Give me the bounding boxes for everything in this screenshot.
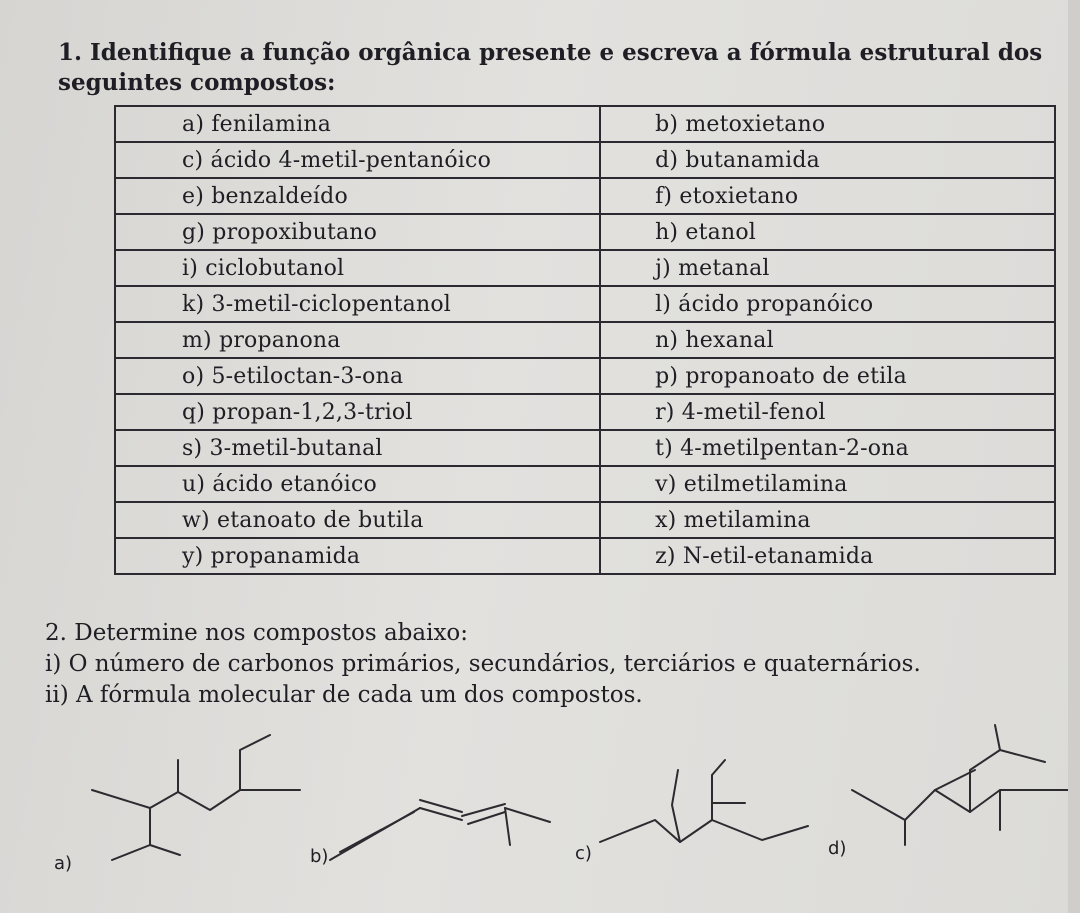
compound-name: ácido propanóico	[678, 291, 874, 317]
compound-name: etilmetilamina	[683, 471, 848, 497]
compound-name: ácido etanóico	[212, 471, 377, 497]
compound-letter: c)	[182, 147, 204, 173]
compound-letter: r)	[655, 399, 675, 425]
compound-letter: m)	[182, 327, 212, 353]
compound-letter: y)	[182, 543, 204, 569]
compound-letter: f)	[655, 183, 673, 209]
compound-name: 4-metil-fenol	[681, 399, 826, 425]
compound-name: propanoato de etila	[685, 363, 907, 389]
compound-letter: v)	[655, 471, 677, 497]
question-1-line-1: 1. Identifique a função orgânica presente e escreva a fórmula estrutural dos	[58, 39, 1043, 66]
compound-letter: k)	[182, 291, 205, 317]
compound-letter: b)	[655, 111, 679, 137]
compound-letter: g)	[182, 219, 206, 245]
compound-name: propanamida	[210, 543, 361, 569]
structure-c-label: c)	[575, 843, 592, 864]
compound-letter: d)	[655, 147, 679, 173]
compound-name: metanal	[678, 255, 770, 281]
structure-a-label: a)	[54, 853, 73, 874]
compound-name: 3-metil-ciclopentanol	[211, 291, 452, 317]
compound-letter: e)	[182, 183, 205, 209]
compound-letter: w)	[182, 507, 210, 533]
compound-letter: j)	[655, 255, 671, 281]
compound-letter: n)	[655, 327, 679, 353]
compound-name: etanoato de butila	[217, 507, 424, 533]
compound-name: butanamida	[685, 147, 820, 173]
compound-letter: z)	[655, 543, 676, 569]
compound-name: fenilamina	[211, 111, 332, 137]
compound-letter: o)	[182, 363, 205, 389]
compound-name: 5-etiloctan-3-ona	[211, 363, 404, 389]
compound-letter: q)	[182, 399, 206, 425]
structure-d-label: d)	[828, 838, 847, 859]
compound-name: 4-metilpentan-2-ona	[680, 435, 909, 461]
compound-name: 3-metil-butanal	[209, 435, 383, 461]
compound-name: metilamina	[683, 507, 811, 533]
question-2-title: 2. Determine nos compostos abaixo:	[45, 620, 469, 646]
compound-name: propan-1,2,3-triol	[212, 399, 413, 425]
structure-c-drawing	[600, 760, 808, 842]
compound-name: propanona	[219, 327, 341, 353]
structure-b-label: b)	[310, 846, 329, 867]
compound-letter: h)	[655, 219, 679, 245]
compound-letter: u)	[182, 471, 206, 497]
compound-letter: l)	[655, 291, 672, 317]
compound-name: ácido 4-metil-pentanóico	[210, 147, 492, 173]
structure-d-drawing	[852, 725, 1075, 845]
compound-name: propoxibutano	[212, 219, 378, 245]
compound-letter: p)	[655, 363, 679, 389]
compound-letter: x)	[655, 507, 677, 533]
compound-letter: t)	[655, 435, 673, 461]
structure-b-drawing	[330, 800, 550, 860]
structure-a-drawing	[92, 735, 300, 860]
compound-letter: s)	[182, 435, 203, 461]
compound-name: hexanal	[685, 327, 774, 353]
page-edge	[1068, 0, 1080, 913]
compound-name: metoxietano	[685, 111, 826, 137]
compound-name: etoxietano	[679, 183, 799, 209]
compound-name: benzaldeído	[211, 183, 348, 209]
compound-name: N-etil-etanamida	[682, 543, 874, 569]
compound-letter: i)	[182, 255, 199, 281]
question-2-item-ii: ii) A fórmula molecular de cada um dos compostos.	[45, 682, 643, 708]
compound-letter: a)	[182, 111, 205, 137]
compound-name: ciclobutanol	[205, 255, 345, 281]
question-1-line-2: seguintes compostos:	[58, 69, 336, 96]
question-2-item-i: i) O número de carbonos primários, secundários, terciários e quaternários.	[45, 651, 921, 677]
compound-name: etanol	[685, 219, 757, 245]
